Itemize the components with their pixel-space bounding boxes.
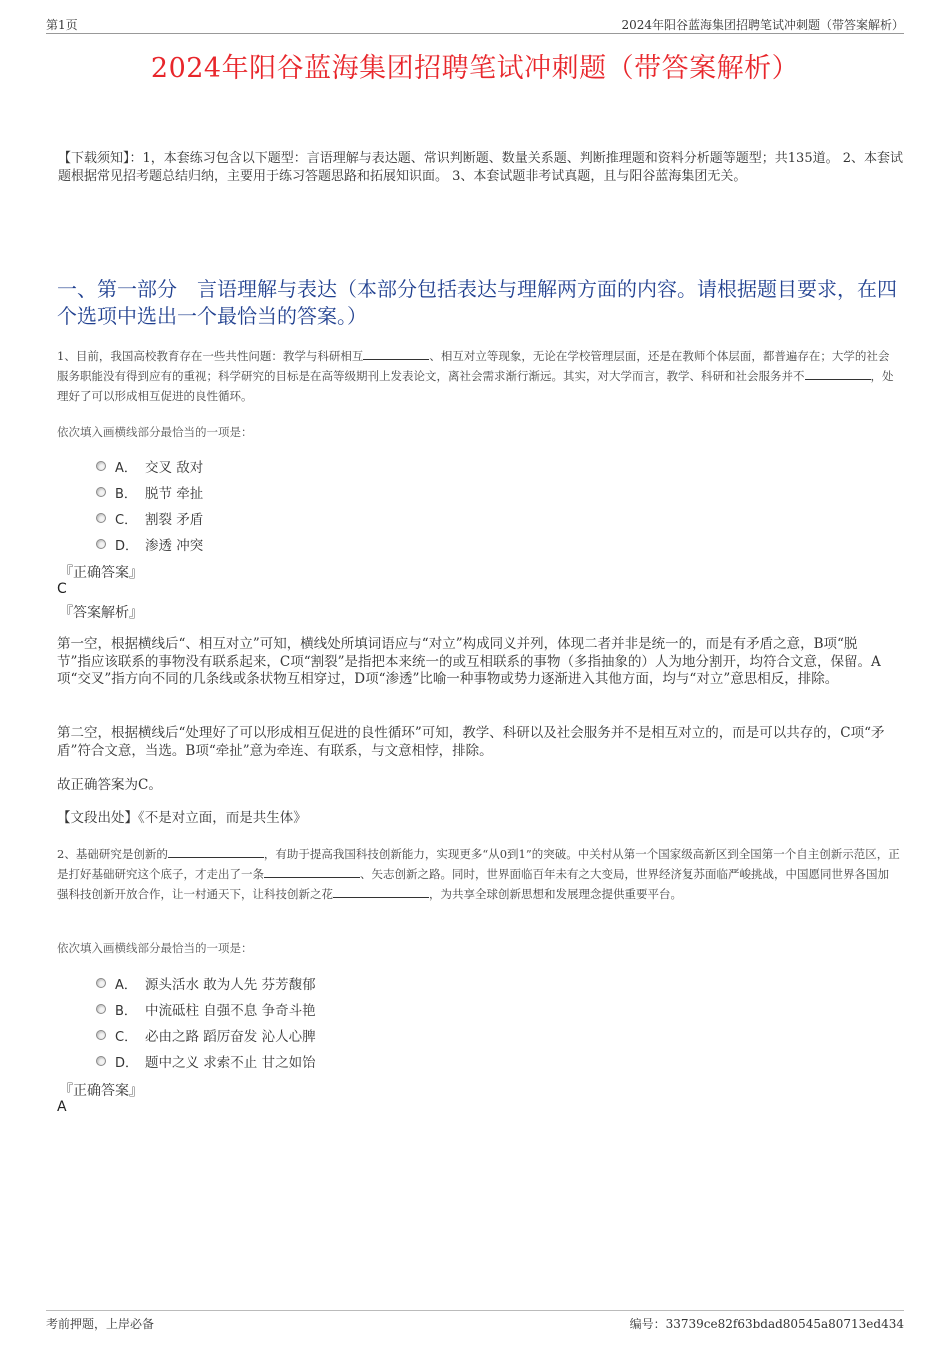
question-1-options — [96, 453, 203, 557]
radio-icon[interactable] — [96, 487, 106, 497]
blank-1 — [363, 348, 429, 360]
option-c[interactable]: C． 必由之路 蹈厉奋发 沁人心脾 — [96, 1022, 316, 1048]
footer-slogan: 考前押题，上岸必备 — [46, 1317, 155, 1331]
answer-label: 『正确答案』 — [59, 565, 143, 581]
radio-icon[interactable] — [96, 1030, 106, 1040]
page-footer — [46, 1310, 904, 1331]
blank-3 — [333, 886, 429, 898]
blank-2 — [264, 866, 360, 878]
correct-answer: A — [57, 1099, 67, 1115]
page-header — [46, 14, 904, 34]
question-1-prompt: 依次填入画横线部分最恰当的一项是： — [57, 425, 253, 439]
answer-label: 『正确答案』 — [59, 1083, 143, 1099]
analysis-paragraph-2: 第二空，根据横线后“处理好了可以形成相互促进的良性循环”可知，教学、科研以及社会服务并不是相互对立的，而是可以共存的，C项“矛盾”符合文意，当选。B项“牵扯”意为牵连、有联系，与文意相悖，排除。 — [57, 725, 885, 759]
option-a[interactable]: A． 源头活水 敢为人先 芬芳馥郁 — [96, 970, 316, 996]
option-d[interactable]: D． 渗透 冲突 — [96, 531, 203, 557]
radio-icon[interactable] — [96, 461, 106, 471]
option-b[interactable]: B． 脱节 牵扯 — [96, 479, 203, 505]
question-1-text: 1、目前，我国高校教育存在一些共性问题：教学与科研相互 、相互对立等现象，无论在学校管理层面，还是在教师个体层面，都普遍存在；大学的社会服务职能没有得到应有的重视；科学研究的目标是在高等级期刊上发表论文，离社会需求渐行渐远。其实，对大学而言，教学、科研和社会服务并不 ，处理好了可以形成相互促进的良性循环。 — [57, 349, 894, 403]
download-notice: 【下载须知】：1，本套练习包含以下题型：言语理解与表达题、常识判断题、数量关系题、判断推理题和资料分析题等题型；共135道。 2、本套试题根据常见招考题总结归纳，主要用于练习答题思路和拓展知识面。 3、本套试题非考试真题，且与阳谷蓝海集团无关。 — [58, 151, 903, 184]
text-source: 【文段出处】《不是对立面，而是共生体》 — [57, 810, 307, 826]
analysis-paragraph-1: 第一空，根据横线后“、相互对立”可知，横线处所填词语应与“对立”构成同义并列，体现二者并非是统一的，而是有矛盾之意，B项“脱节”指应该联系的事物没有联系起来，C项“割裂”是指把本来统一的或互相联系的事物（多指抽象的）人为地分割开，均符合文意，保留。A项“交叉”指方向不同的几条线或条状物互相穿过，D项“渗透”比喻一种事物或势力逐渐进入其他方面，均与“对立”意思相反，排除。 — [57, 636, 881, 687]
option-b[interactable]: B． 中流砥柱 自强不息 争奇斗艳 — [96, 996, 316, 1022]
document-title: 2024年阳谷蓝海集团招聘笔试冲刺题（带答案解析） — [150, 53, 800, 84]
correct-answer: C — [57, 581, 67, 597]
blank-1 — [168, 846, 264, 858]
radio-icon[interactable] — [96, 978, 106, 988]
question-2-options — [96, 970, 316, 1074]
option-a[interactable]: A． 交叉 敌对 — [96, 453, 203, 479]
analysis-conclusion: 故正确答案为C。 — [57, 777, 162, 793]
option-c[interactable]: C． 割裂 矛盾 — [96, 505, 203, 531]
blank-2 — [805, 368, 871, 380]
radio-icon[interactable] — [96, 1004, 106, 1014]
radio-icon[interactable] — [96, 513, 106, 523]
question-2-prompt: 依次填入画横线部分最恰当的一项是： — [57, 941, 253, 955]
question-2-text: 2、基础研究是创新的 ，有助于提高我国科技创新能力，实现更多“从0到1”的突破。中关村从第一个国家级高新区到全国第一个自主创新示范区，正是打好基础研究这个底子，才走出了一条 、矢志创新之路。同时，世界面临百年未有之大变局，世界经济复苏面临严峻挑战，中国愿同世界各国加强科技创新开放合作，让一村通天下，让科技创新之花 ，为共享全球创新思想和发展理念提供重要平台。 — [57, 847, 900, 901]
page-number: 第1页 — [46, 18, 78, 32]
option-d[interactable]: D． 题中之义 求索不止 甘之如饴 — [96, 1048, 316, 1074]
radio-icon[interactable] — [96, 1056, 106, 1066]
radio-icon[interactable] — [96, 539, 106, 549]
header-doc-name: 2024年阳谷蓝海集团招聘笔试冲刺题（带答案解析） — [621, 18, 904, 32]
section-title: 一、第一部分 言语理解与表达（本部分包括表达与理解两方面的内容。请根据题目要求，在四个选项中选出一个最恰当的答案。） — [57, 277, 897, 328]
analysis-label: 『答案解析』 — [59, 605, 143, 621]
footer-doc-id: 编号：33739ce82f63bdad80545a80713ed434 — [629, 1317, 904, 1331]
